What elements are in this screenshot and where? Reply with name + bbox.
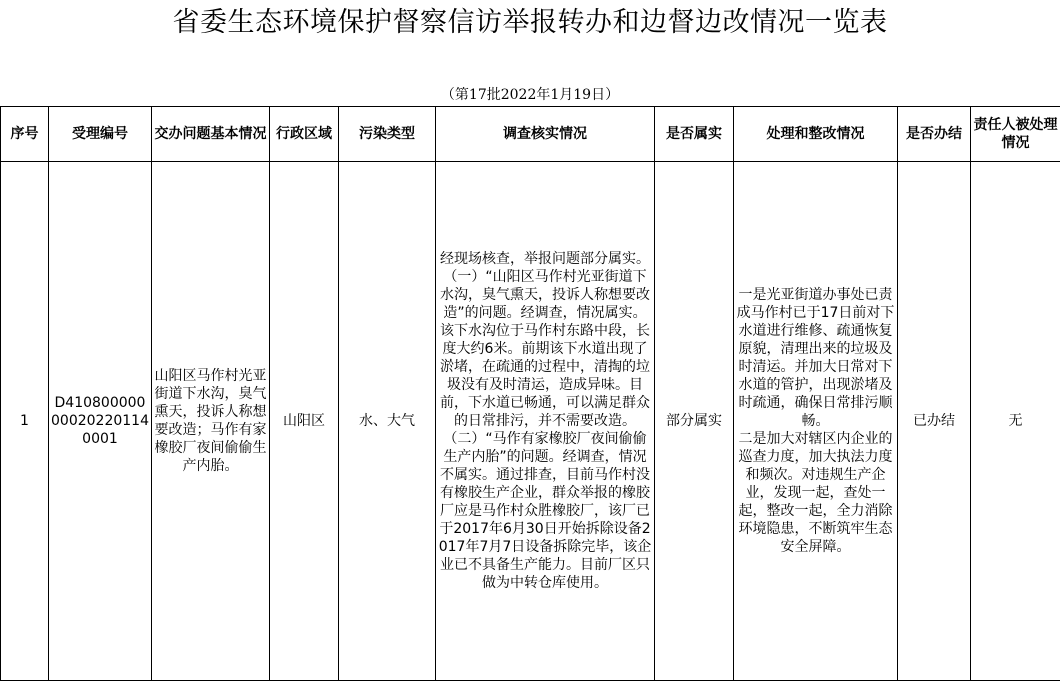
cell-id: D410800000000202201140001: [49, 162, 152, 681]
investigation-item-2: （二）“马作有家橡胶厂夜间偷偷生产内胎”的问题。经调查，情况不属实。通过排查，目前马作村没有橡胶生产企业，群众举报的橡胶厂应是马作村众胜橡胶厂，该厂已于2017年6月30日开始拆除设备2017年7月7日设备拆除完毕，该企业已不具备生产能力。目前厂区只做为中转仓库使用。: [438, 431, 652, 591]
table-header-row: [1, 107, 1060, 162]
document-title: 省委生态环境保护督察信访举报转办和边督边改情况一览表: [172, 7, 888, 38]
handling-item-2: 二是加大对辖区内企业的巡查力度，加大执法力度和频次。对违规生产企业，发现一起，查处一起，整改一起，全力消除环境隐患，不断筑牢生态安全屏障。: [738, 431, 893, 555]
cell-closed: 已办结: [898, 162, 971, 681]
cell-issue: 山阳区马作村光亚街道下水沟，臭气熏天，投诉人称想要改造；马作有家橡胶厂夜间偷偷生产内胎。: [152, 162, 270, 681]
report-table: [0, 106, 1060, 681]
cell-investigation: [436, 162, 655, 681]
cell-pollution: 水、大气: [339, 162, 436, 681]
header-verified: 是否属实: [655, 107, 734, 162]
handling-item-1: 一是光亚街道办事处已责成马作村已于17日前对下水道进行维修、疏通恢复原貌，清理出来的垃圾及时清运。并加大日常对下水道的管护，出现淤堵及时疏通，确保日常排污顺畅。: [736, 287, 895, 429]
header-id: 受理编号: [49, 107, 152, 162]
header-pollution: 污染类型: [339, 107, 436, 162]
cell-seq: 1: [1, 162, 49, 681]
cell-handling: [734, 162, 898, 681]
header-handling: 处理和整改情况: [734, 107, 898, 162]
header-region: 行政区域: [270, 107, 339, 162]
header-closed: 是否办结: [898, 107, 971, 162]
header-responsible: 责任人被处理情况: [971, 107, 1060, 162]
batch-subtitle: （第17批2022年1月19日）: [440, 87, 620, 103]
investigation-item-1: （一）“山阳区马作村光亚街道下水沟，臭气熏天，投诉人称想要改造”的问题。经调查，情况属实。该下水沟位于马作村东路中段，长度大约6米。前期该下水道出现了淤堵，在疏通的过程中，清掏的垃圾没有及时清运，造成异味。目前，下水道已畅通，可以满足群众的日常排污，并不需要改造。: [440, 269, 650, 429]
investigation-summary: 经现场核查，举报问题部分属实。: [440, 251, 650, 267]
cell-region: 山阳区: [270, 162, 339, 681]
header-issue: 交办问题基本情况: [152, 107, 270, 162]
table-row: [1, 162, 1060, 681]
cell-responsible: 无: [971, 162, 1060, 681]
cell-verified: 部分属实: [655, 162, 734, 681]
header-seq: 序号: [1, 107, 49, 162]
header-investigation: 调查核实情况: [436, 107, 655, 162]
